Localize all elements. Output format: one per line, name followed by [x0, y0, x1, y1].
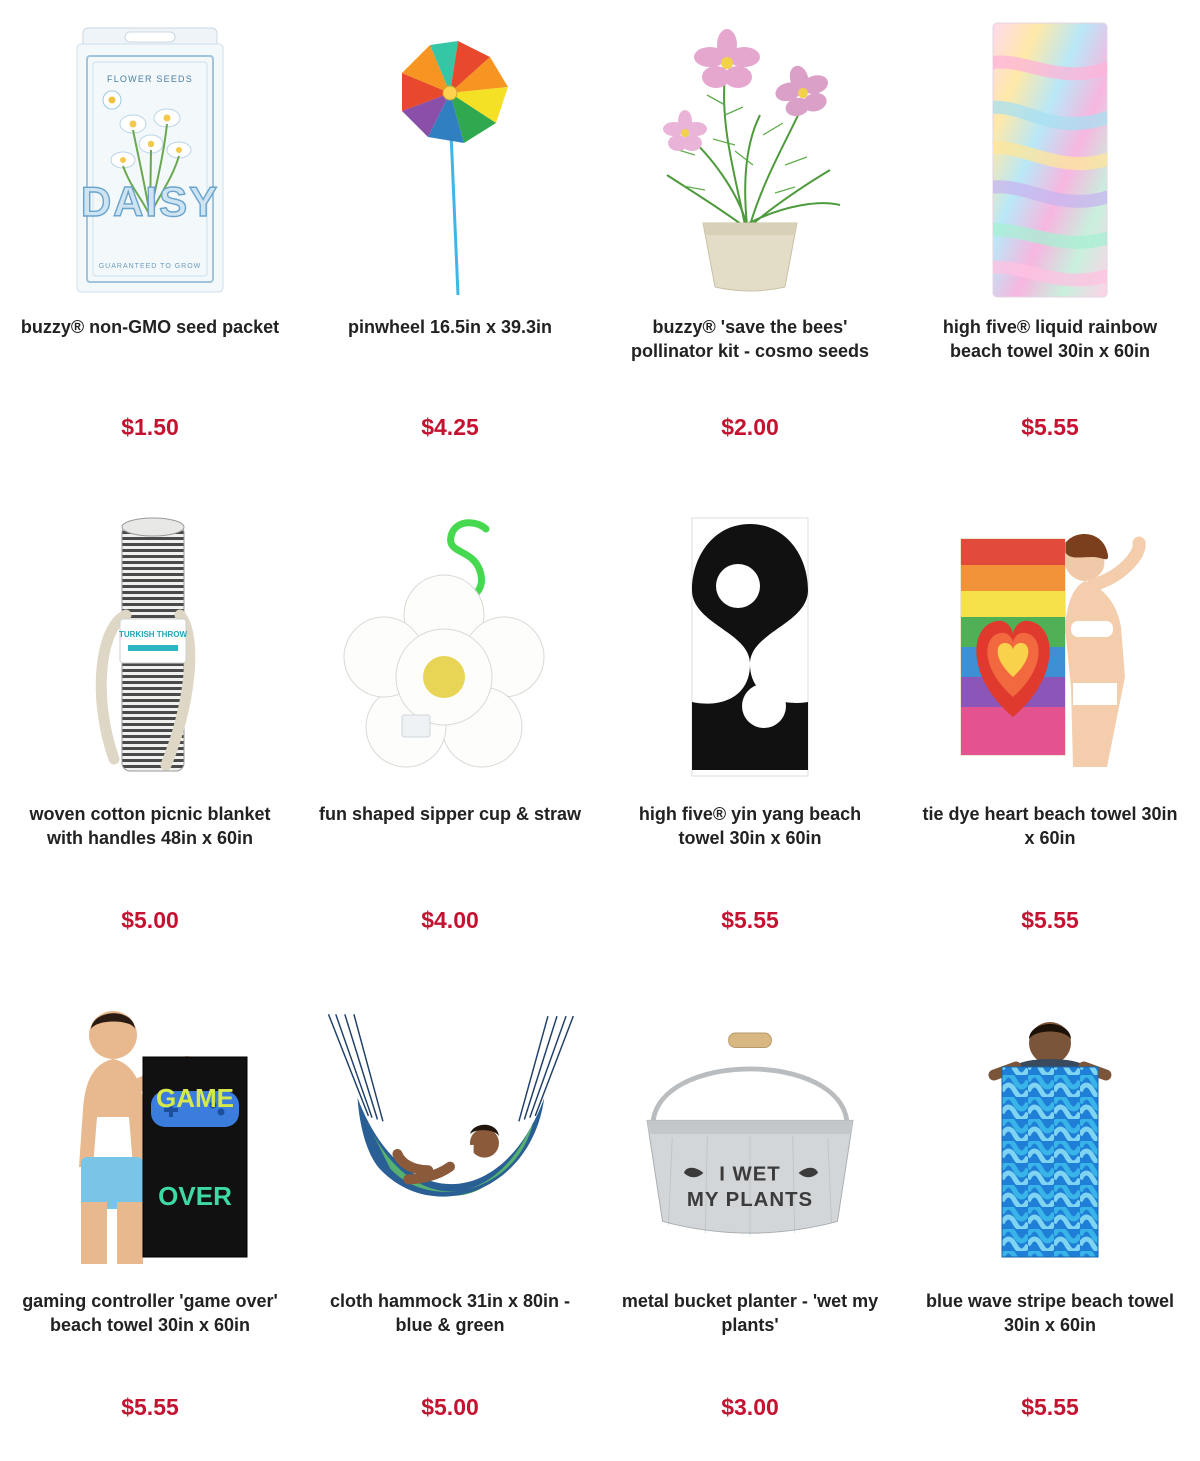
- bucket-line2-label: MY PLANTS: [686, 1188, 814, 1211]
- yin-yang-towel-image[interactable]: [614, 497, 886, 797]
- product-card[interactable]: [300, 974, 600, 1461]
- tie-dye-heart-towel-image[interactable]: [914, 497, 1186, 797]
- product-price: $5.55: [721, 907, 779, 933]
- product-price: $5.00: [121, 907, 179, 933]
- blue-wave-towel-image[interactable]: [914, 984, 1186, 1284]
- game-over-line2-label: OVER: [158, 1180, 232, 1211]
- product-card[interactable]: [300, 0, 600, 487]
- product-card[interactable]: [600, 974, 900, 1461]
- product-card[interactable]: [600, 487, 900, 974]
- product-title: fun shaped sipper cup & straw: [318, 804, 582, 824]
- seed-packet-daisy-image[interactable]: [14, 10, 286, 310]
- product-title: blue wave stripe beach towel 30in x 60in: [925, 1291, 1175, 1335]
- product-card[interactable]: [0, 487, 300, 974]
- product-card[interactable]: [300, 487, 600, 974]
- product-card[interactable]: [900, 0, 1200, 487]
- product-price: $5.55: [121, 1394, 179, 1420]
- product-title: buzzy® non-GMO seed packet: [20, 317, 280, 337]
- product-price: $3.00: [721, 1394, 779, 1420]
- liquid-rainbow-towel-image[interactable]: [914, 10, 1186, 310]
- product-title: gaming controller 'game over' beach towel 30in x 60in: [22, 1291, 278, 1335]
- product-card[interactable]: [0, 974, 300, 1461]
- seed-packet-title-label: DAISY: [80, 178, 220, 225]
- product-price: $5.55: [1021, 907, 1079, 933]
- bucket-line1-label: I WET: [719, 1163, 781, 1186]
- flower-sipper-cup-image[interactable]: [314, 497, 586, 797]
- product-price: $2.00: [721, 414, 779, 440]
- product-title: cloth hammock 31in x 80in - blue & green: [329, 1291, 571, 1335]
- product-title: high five® yin yang beach towel 30in x 60in: [638, 804, 862, 848]
- picnic-blanket-label: TURKISH THROW: [119, 630, 187, 639]
- product-price: $1.50: [121, 414, 179, 440]
- product-card[interactable]: [900, 487, 1200, 974]
- product-title: high five® liquid rainbow beach towel 30in x 60in: [942, 317, 1158, 361]
- game-over-towel-image[interactable]: [14, 984, 286, 1284]
- product-price: $5.55: [1021, 1394, 1079, 1420]
- product-price: $5.55: [1021, 414, 1079, 440]
- model-figure: [1063, 534, 1139, 767]
- metal-bucket-planter-image[interactable]: [614, 984, 886, 1284]
- seed-packet-bottom-label: GUARANTEED TO GROW: [98, 263, 202, 270]
- picnic-blanket-image[interactable]: [14, 497, 286, 797]
- seed-packet-top-label: FLOWER SEEDS: [107, 74, 193, 84]
- towel: [961, 539, 1065, 755]
- cloth-hammock-image[interactable]: [314, 984, 586, 1284]
- product-title: pinwheel 16.5in x 39.3in: [347, 317, 553, 337]
- pinwheel-image[interactable]: [314, 10, 586, 310]
- product-title: buzzy® 'save the bees' pollinator kit - cosmo seeds: [630, 317, 870, 361]
- product-card[interactable]: [900, 974, 1200, 1461]
- pollinator-kit-cosmos-image[interactable]: [614, 10, 886, 310]
- product-title: woven cotton picnic blanket with handles 48in x 60in: [29, 804, 271, 848]
- product-card[interactable]: [0, 0, 300, 487]
- product-price: $4.00: [421, 907, 479, 933]
- product-title: metal bucket planter - 'wet my plants': [621, 1291, 879, 1335]
- product-price: $4.25: [421, 414, 479, 440]
- game-over-line1-label: GAME: [156, 1082, 234, 1113]
- child-figure: [397, 1125, 499, 1180]
- product-title: tie dye heart beach towel 30in x 60in: [922, 804, 1178, 848]
- product-price: $5.00: [421, 1394, 479, 1420]
- product-card[interactable]: [600, 0, 900, 487]
